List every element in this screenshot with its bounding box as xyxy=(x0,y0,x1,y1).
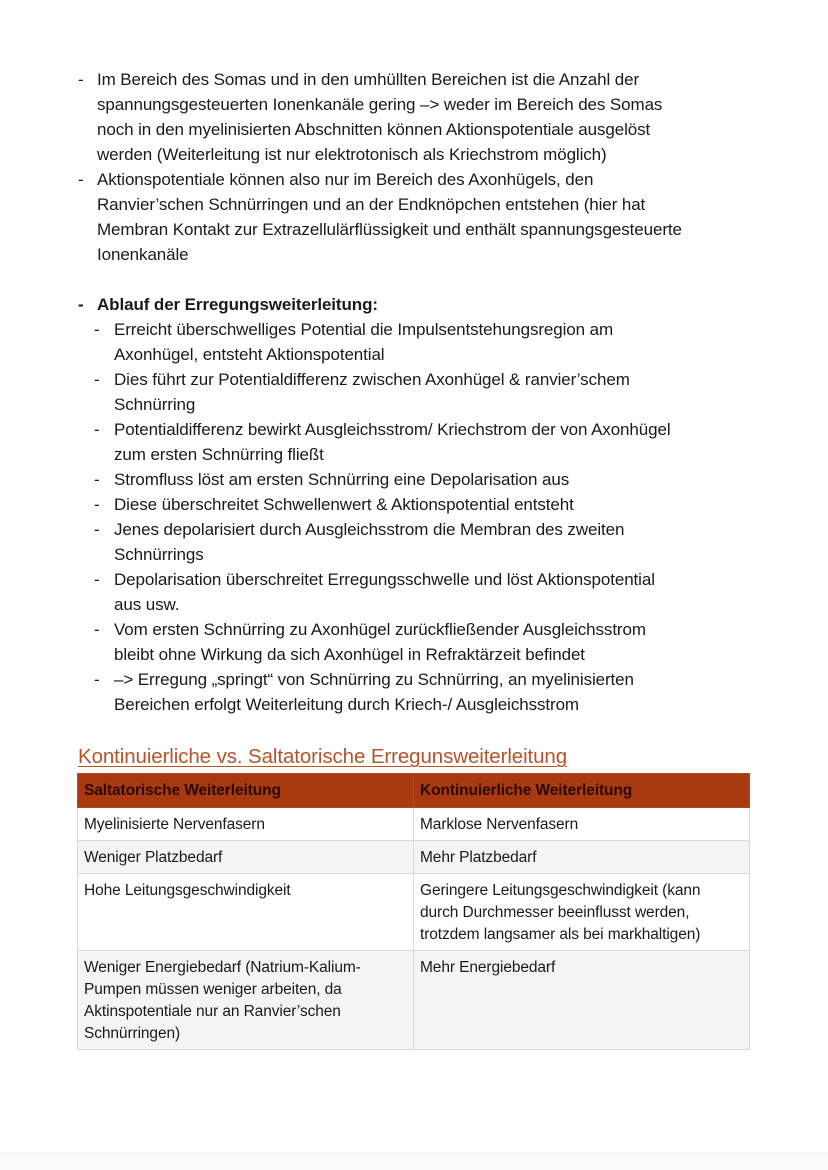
step-line: Dies führt zur Potentialdifferenz zwischen Axonhügel & ranvier’schem xyxy=(114,370,630,389)
column-header-saltatorisch: Saltatorische Weiterleitung xyxy=(78,774,414,808)
step-line: Erreicht überschwelliges Potential die Impulsentstehungsregion am xyxy=(114,320,614,339)
table-row xyxy=(78,808,750,841)
table-row xyxy=(78,951,750,1050)
table-cell-kontinuierlich xyxy=(414,874,750,951)
cell-line: Marklose Nervenfasern xyxy=(420,816,579,833)
cell-line: Hohe Leitungsgeschwindigkeit xyxy=(84,882,291,899)
intro-bullet xyxy=(78,67,767,167)
step-line: Schnürring xyxy=(114,395,196,414)
process-heading xyxy=(78,292,767,317)
dash-bullet-icon: - xyxy=(78,295,84,314)
table-row xyxy=(78,841,750,874)
cell-line: durch Durchmesser beeinflusst werden, xyxy=(420,904,690,921)
dash-bullet-icon: - xyxy=(94,620,100,639)
dash-bullet-icon: - xyxy=(94,520,100,539)
process-step xyxy=(94,367,764,417)
step-line: Jenes depolarisiert durch Ausgleichsstrom die Membran des zweiten xyxy=(114,520,625,539)
dash-bullet-icon: - xyxy=(94,495,100,514)
bullet-line: werden (Weiterleitung ist nur elektrotonisch als Kriechstrom möglich) xyxy=(97,145,607,164)
page-bottom-edge xyxy=(0,1152,828,1170)
step-line: Bereichen erfolgt Weiterleitung durch Kriech-/ Ausgleichsstrom xyxy=(114,695,579,714)
comparison-table xyxy=(77,773,750,1050)
dash-bullet-icon: - xyxy=(94,370,100,389)
cell-line: Mehr Energiebedarf xyxy=(420,959,556,976)
bullet-line: Aktionspotentiale können also nur im Bereich des Axonhügels, den xyxy=(97,170,594,189)
process-step-list xyxy=(94,317,764,717)
comparison-title: Kontinuierliche vs. Saltatorische Erregunsweiterleitung xyxy=(78,745,568,768)
cell-line: trotzdem langsamer als bei markhaltigen) xyxy=(420,926,701,943)
table-row xyxy=(78,874,750,951)
cell-line: Mehr Platzbedarf xyxy=(420,849,537,866)
dash-bullet-icon: - xyxy=(94,420,100,439)
bullet-line: Membran Kontakt zur Extrazellulärflüssigkeit und enthält spannungsgesteuerte xyxy=(97,220,682,239)
step-line: Depolarisation überschreitet Erregungsschwelle und löst Aktionspotential xyxy=(114,570,655,589)
table-cell-saltatorisch xyxy=(78,951,414,1050)
process-step xyxy=(94,667,764,717)
bullet-line: Ionenkanäle xyxy=(97,245,189,264)
step-line: Schnürrings xyxy=(114,545,204,564)
process-step xyxy=(94,617,764,667)
dash-bullet-icon: - xyxy=(78,70,84,89)
process-step xyxy=(94,567,764,617)
bullet-line: Im Bereich des Somas und in den umhüllten Bereichen ist die Anzahl der xyxy=(97,70,640,89)
step-line: Vom ersten Schnürring zu Axonhügel zurückfließender Ausgleichsstrom xyxy=(114,620,646,639)
table-cell-saltatorisch xyxy=(78,808,414,841)
step-line: –> Erregung „springt“ von Schnürring zu Schnürring, an myelinisierten xyxy=(114,670,634,689)
cell-line: Weniger Energiebedarf (Natrium-Kalium- xyxy=(84,959,361,976)
table-cell-kontinuierlich xyxy=(414,841,750,874)
step-line: aus usw. xyxy=(114,595,180,614)
step-line: zum ersten Schnürring fließt xyxy=(114,445,324,464)
column-header-kontinuierlich: Kontinuierliche Weiterleitung xyxy=(414,774,750,808)
process-step xyxy=(94,417,764,467)
table-cell-kontinuierlich xyxy=(414,951,750,1050)
cell-line: Geringere Leitungsgeschwindigkeit (kann xyxy=(420,882,701,899)
process-step xyxy=(94,492,764,517)
process-step xyxy=(94,467,764,492)
cell-line: Aktinspotentiale nur an Ranvier’schen xyxy=(84,1003,341,1020)
step-line: Diese überschreitet Schwellenwert & Aktionspotential entsteht xyxy=(114,495,574,514)
intro-bullet-list xyxy=(78,67,767,267)
step-line: Stromfluss löst am ersten Schnürring eine Depolarisation aus xyxy=(114,470,570,489)
step-line: Axonhügel, entsteht Aktionspotential xyxy=(114,345,385,364)
table-cell-saltatorisch xyxy=(78,874,414,951)
cell-line: Weniger Platzbedarf xyxy=(84,849,223,866)
dash-bullet-icon: - xyxy=(94,670,100,689)
dash-bullet-icon: - xyxy=(94,470,100,489)
process-step xyxy=(94,317,764,367)
bullet-line: Ranvier’schen Schnürringen und an der Endknöpchen entstehen (hier hat xyxy=(97,195,646,214)
table-cell-saltatorisch xyxy=(78,841,414,874)
bullet-line: spannungsgesteuerten Ionenkanäle gering –> weder im Bereich des Somas xyxy=(97,95,663,114)
dash-bullet-icon: - xyxy=(94,570,100,589)
cell-line: Schnürringen) xyxy=(84,1025,181,1042)
process-heading-text: Ablauf der Erregungsweiterleitung: xyxy=(97,295,378,314)
step-line: Potentialdifferenz bewirkt Ausgleichsstrom/ Kriechstrom der von Axonhügel xyxy=(114,420,671,439)
dash-bullet-icon: - xyxy=(78,170,84,189)
step-line: bleibt ohne Wirkung da sich Axonhügel in Refraktärzeit befindet xyxy=(114,645,585,664)
process-step xyxy=(94,517,764,567)
cell-line: Pumpen müssen weniger arbeiten, da xyxy=(84,981,342,998)
table-header-row xyxy=(78,774,750,808)
intro-bullet xyxy=(78,167,767,267)
dash-bullet-icon: - xyxy=(94,320,100,339)
table-cell-kontinuierlich xyxy=(414,808,750,841)
cell-line: Myelinisierte Nervenfasern xyxy=(84,816,265,833)
bullet-line: noch in den myelinisierten Abschnitten können Aktionspotentiale ausgelöst xyxy=(97,120,651,139)
